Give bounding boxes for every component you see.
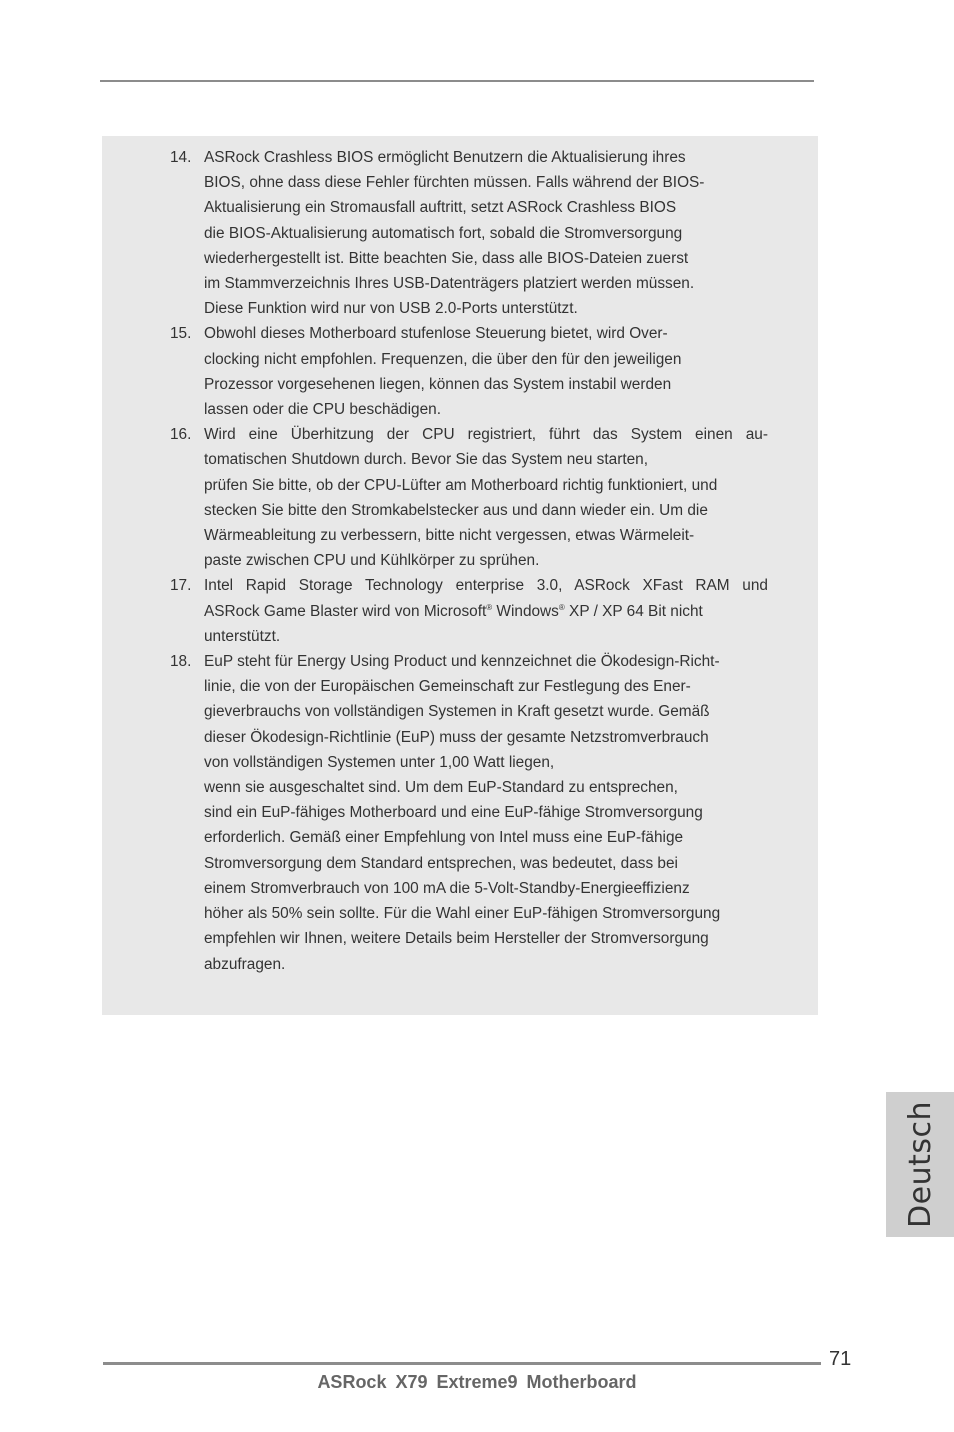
item-line: Prozessor vorgesehenen liegen, können das System instabil werden xyxy=(204,375,672,393)
item-line: Aktualisierung ein Stromausfall auftritt, setzt ASRock Crashless BIOS xyxy=(204,199,677,217)
item-line: lassen oder die CPU beschädigen. xyxy=(204,401,441,419)
item-line: unterstützt. xyxy=(204,627,281,645)
text-segment: ASRock Game Blaster wird von Microsoft xyxy=(204,602,487,620)
text-segment: XP / XP 64 Bit nicht xyxy=(564,602,703,620)
item-number: 18. xyxy=(170,653,192,671)
item-line: wiederhergestellt ist. Bitte beachten Sie, dass alle BIOS-Dateien zuerst xyxy=(204,249,689,267)
item-line: stecken Sie bitte den Stromkabelstecker aus und dann wieder ein. Um die xyxy=(204,501,708,519)
item-line: dieser Ökodesign-Richtlinie (EuP) muss der gesamte Netzstromverbrauch xyxy=(204,728,709,746)
item-line: abzufragen. xyxy=(204,955,286,973)
item-line: höher als 50% sein sollte. Für die Wahl einer EuP-fähigen Stromversorgung xyxy=(204,905,721,923)
item-line: erforderlich. Gemäß einer Empfehlung von Intel muss eine EuP-fähige xyxy=(204,829,684,847)
registered-mark: ® xyxy=(558,602,565,612)
item-line: im Stammverzeichnis Ihres USB-Datenträgers platziert werden müssen. xyxy=(204,275,695,293)
item-line: Wärmeableitung zu verbessern, bitte nicht vergessen, etwas Wärmeleit- xyxy=(204,527,695,545)
item-line: gieverbrauchs von vollständigen Systemen in Kraft gesetzt wurde. Gemäß xyxy=(204,703,710,721)
item-line: die BIOS-Aktualisierung automatisch fort, sobald die Stromversorgung xyxy=(204,224,683,242)
item-line: Stromversorgung dem Standard entsprechen, was bedeutet, dass bei xyxy=(204,854,678,872)
footer-title: ASRock X79 Extreme9 Motherboard xyxy=(317,1372,637,1392)
item-line: empfehlen wir Ihnen, weitere Details beim Hersteller der Stromversorgung xyxy=(204,930,709,948)
page-number: 71 xyxy=(829,1348,852,1370)
item-line: prüfen Sie bitte, ob der CPU-Lüfter am Motherboard richtig funktioniert, und xyxy=(204,476,718,494)
item-line: Wird eine Überhitzung der CPU registriert, führt das System einen au- xyxy=(204,426,768,444)
item-line: BIOS, ohne dass diese Fehler fürchten müssen. Falls während der BIOS- xyxy=(204,174,705,192)
item-number: 17. xyxy=(170,577,192,595)
notes-box xyxy=(102,136,818,1015)
item-line: Obwohl dieses Motherboard stufenlose Steuerung bietet, wird Over- xyxy=(204,325,668,343)
bottom-divider xyxy=(103,1362,821,1365)
item-line: wenn sie ausgeschaltet sind. Um dem EuP-Standard zu entsprechen, xyxy=(204,779,678,797)
top-divider xyxy=(100,80,814,82)
item-line: sind ein EuP-fähiges Motherboard und eine EuP-fähige Stromversorgung xyxy=(204,804,703,822)
language-tab-label: Deutsch xyxy=(902,1101,938,1228)
item-line xyxy=(204,599,778,624)
item-line: ASRock Crashless BIOS ermöglicht Benutzern die Aktualisierung ihres xyxy=(204,149,686,166)
item-line: clocking nicht empfohlen. Frequenzen, die über den für den jeweiligen xyxy=(204,350,682,368)
language-tab xyxy=(886,1092,954,1237)
notes-list xyxy=(102,145,818,977)
item-number: 14. xyxy=(170,149,192,166)
list-item-15 xyxy=(102,321,818,422)
item-line: EuP steht für Energy Using Product und kennzeichnet die Ökodesign-Richt- xyxy=(204,653,720,671)
item-line: von vollständigen Systemen unter 1,00 Watt liegen, xyxy=(204,753,555,771)
text-segment: Windows xyxy=(492,602,559,620)
list-item-14 xyxy=(102,145,818,321)
item-line: linie, die von der Europäischen Gemeinschaft zur Festlegung des Ener- xyxy=(204,678,691,696)
registered-mark: ® xyxy=(486,602,493,612)
item-line: Intel Rapid Storage Technology enterprise 3.0, ASRock XFast RAM und xyxy=(204,577,768,595)
list-item-17 xyxy=(102,573,818,649)
item-line: einem Stromverbrauch von 100 mA die 5-Volt-Standby-Energieeffizienz xyxy=(204,879,690,897)
item-number: 15. xyxy=(170,325,192,343)
item-number: 16. xyxy=(170,426,192,444)
item-line: Diese Funktion wird nur von USB 2.0-Ports unterstützt. xyxy=(204,300,578,318)
item-line: tomatischen Shutdown durch. Bevor Sie das System neu starten, xyxy=(204,451,648,469)
item-line: paste zwischen CPU und Kühlkörper zu sprühen. xyxy=(204,552,540,570)
list-item-16 xyxy=(102,422,818,573)
list-item-18 xyxy=(102,649,818,977)
